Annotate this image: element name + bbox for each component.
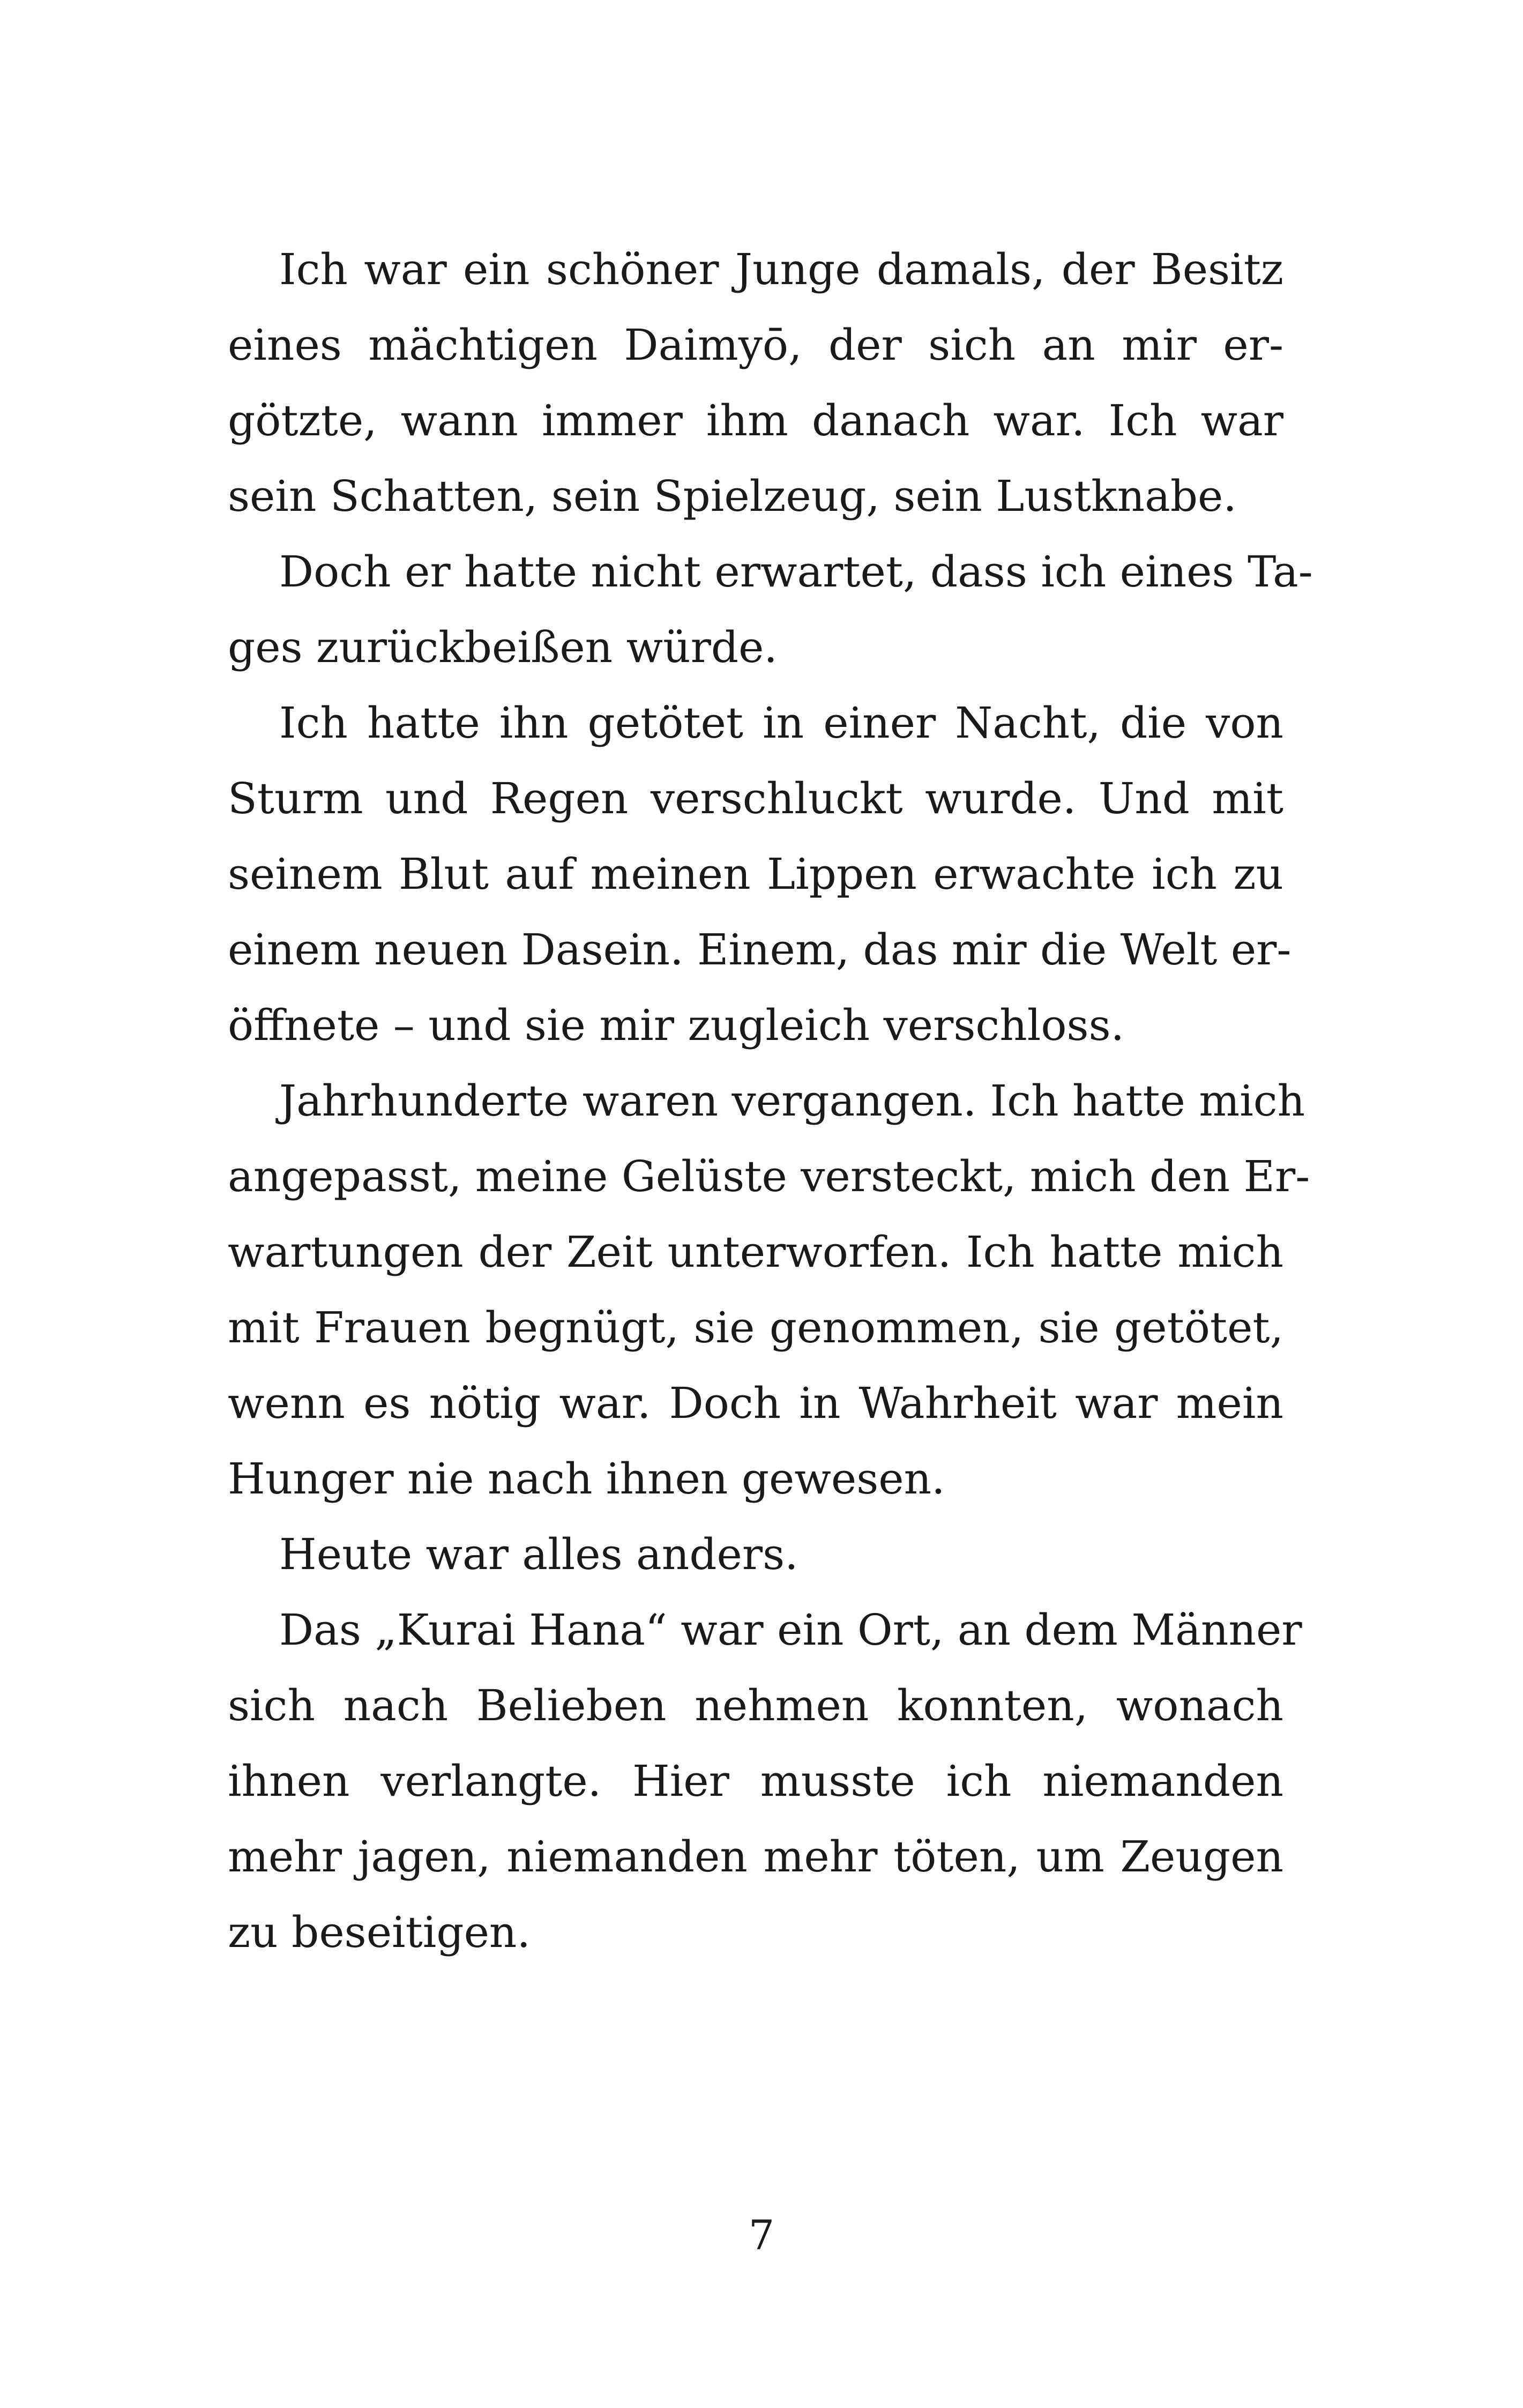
text-line: sein Schatten, sein Spielzeug, sein Lustknabe. xyxy=(228,471,1237,521)
text-line: mit Frauen begnügt, sie genommen, sie getötet, xyxy=(228,1303,1283,1352)
text-line: ges zurückbeißen würde. xyxy=(228,622,778,672)
text-line: angepasst, meine Gelüste versteckt, mich den Er- xyxy=(228,1151,1310,1201)
text-line: Hunger nie nach ihnen gewesen. xyxy=(228,1454,945,1504)
text-line: Ich war ein schöner Junge damals, der Besitz xyxy=(279,244,1283,294)
text-line: eines mächtigen Daimyō, der sich an mir er- xyxy=(228,320,1283,370)
text-line: Jahrhunderte waren vergangen. Ich hatte mich xyxy=(279,1076,1305,1126)
text-line: Doch er hatte nicht erwartet, dass ich eines Ta- xyxy=(279,547,1313,597)
text-line: Das „Kurai Hana“ war ein Ort, an dem Männer xyxy=(279,1605,1302,1655)
text-line: seinem Blut auf meinen Lippen erwachte ich zu xyxy=(228,849,1283,899)
text-line: Sturm und Regen verschluckt wurde. Und mit xyxy=(228,774,1283,823)
text-line: ihnen verlangte. Hier musste ich niemanden xyxy=(228,1756,1283,1806)
text-line: götzte, wann immer ihm danach war. Ich war xyxy=(228,396,1283,445)
text-line: öffnete – und sie mir zugleich verschloss. xyxy=(228,1000,1125,1050)
body-text xyxy=(228,232,1313,1970)
page-number: 7 xyxy=(748,2211,775,2259)
text-line: Heute war alles anders. xyxy=(279,1529,798,1579)
text-line: zu beseitigen. xyxy=(228,1907,531,1957)
text-line: sich nach Belieben nehmen konnten, wonach xyxy=(228,1681,1283,1730)
text-line: wartungen der Zeit unterworfen. Ich hatte mich xyxy=(228,1227,1283,1277)
text-line: Ich hatte ihn getötet in einer Nacht, die von xyxy=(279,698,1283,748)
text-line: einem neuen Dasein. Einem, das mir die Welt er- xyxy=(228,925,1291,975)
text-line: wenn es nötig war. Doch in Wahrheit war mein xyxy=(228,1378,1283,1428)
text-line: mehr jagen, niemanden mehr töten, um Zeugen xyxy=(228,1832,1283,1882)
